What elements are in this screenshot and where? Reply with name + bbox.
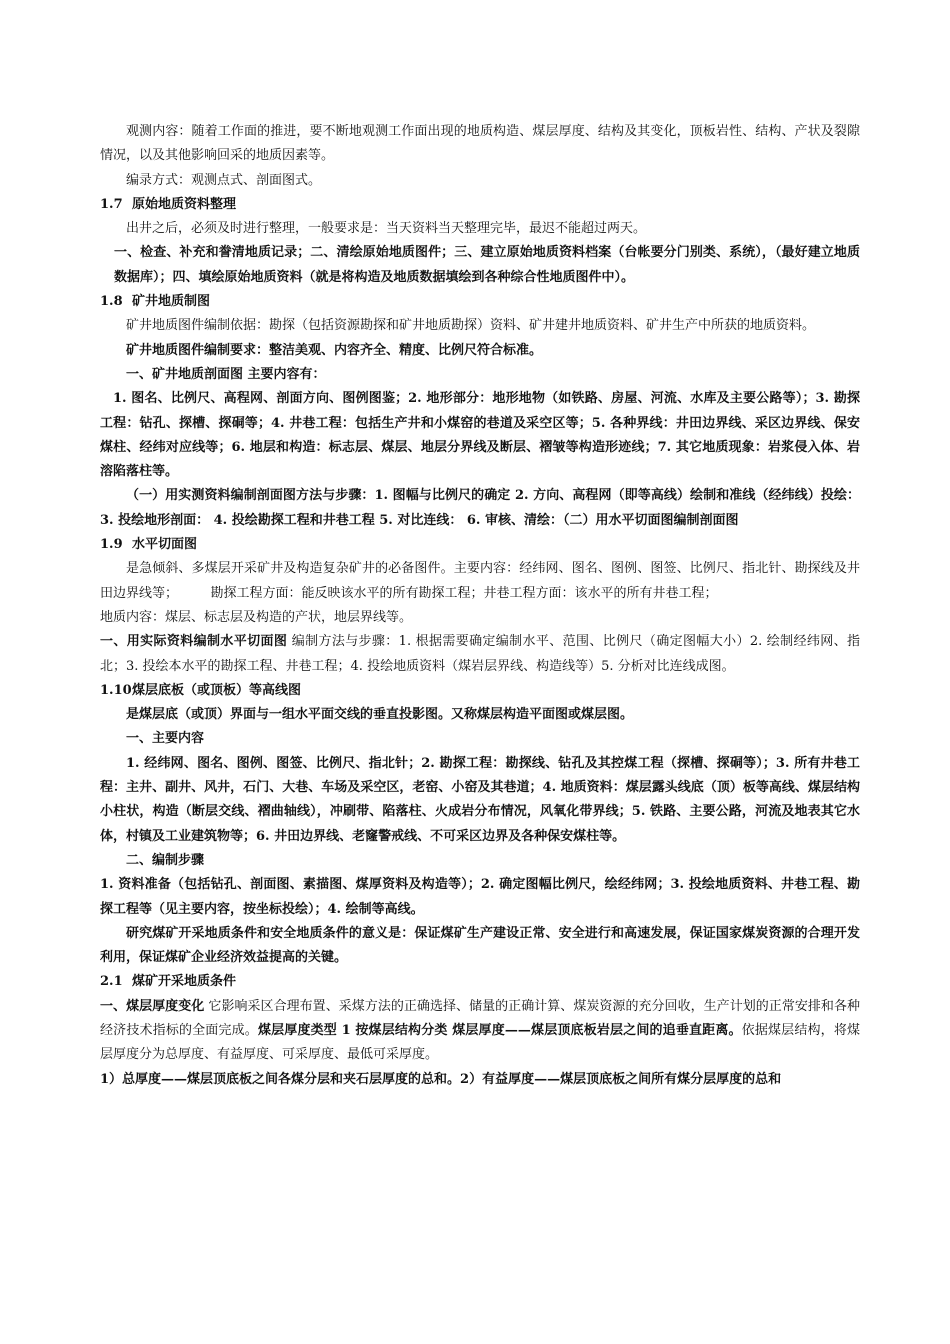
section-heading-1-8	[100, 290, 860, 314]
section-number: 1.9	[100, 537, 123, 553]
section-title: 水平切面图	[132, 537, 198, 553]
paragraph-seam-thickness	[100, 995, 860, 1068]
paragraph-section-map-contents: 1. 图名、比例尺、高程网、剖面方向、图例图鉴；2. 地形部分：地形地物（如铁路、房屋、河流、水库及主要公路等）；3. 勘探工程：钻孔、探槽、探硐等；4. 井巷工程：包括生产井和小煤窑的巷道及采空区等；5. 各种界线：井田边界线、采区边界线、保安煤柱、经纬对应线等；6. 地层和构造：标志层、煤层、地层分界线及断层、褶皱等构造形迹线；7. 其它地质现象：岩浆侵入体、岩溶陷落柱等。	[100, 391, 860, 480]
paragraph-compilation-basis: 矿井地质图件编制依据：勘探（包括资源勘探和矿井地质勘探）资料、矿井建井地质资料、矿井生产中所获的地质资料。	[126, 318, 816, 334]
section-title: 原始地质资料整理	[132, 196, 237, 212]
inline-heading: 一、用实际资料编制水平切面图	[100, 634, 288, 650]
paragraph-geology-content: 地质内容：煤层、标志层及构造的产状，地层界线等。	[100, 609, 413, 625]
paragraph-arrangement-steps: 一、检查、补充和誊清地质记录；二、清绘原始地质图件；三、建立原始地质资料档案（台帐要分门别类、系统），（最好建立地质数据库）；四、填绘原始地质资料（就是将构造及地质数据填绘到各种综合性地质图件中）。	[114, 245, 860, 285]
paragraph-horizontal-section-steps	[100, 630, 860, 679]
section-heading-1-9	[100, 533, 860, 557]
paragraph-horizontal-section-intro: 是急倾斜、多煤层开采矿井及构造复杂矿井的必备图件。主要内容：经纬网、图名、图例、图签、比例尺、指北针、勘探线及井田边界线等； 勘探工程方面：能反映该水平的所有勘探工程；井巷工程方面：该水平的所有井巷工程；	[100, 561, 860, 601]
section-number: 1.8	[100, 294, 123, 310]
paragraph-logging-method: 编录方式：观测点式、剖面图式。	[126, 172, 322, 188]
section-number: 1.10	[100, 682, 132, 698]
document-body	[100, 120, 860, 1092]
paragraph-contour-map-definition: 是煤层底（或顶）界面与一组水平面交线的垂直投影图。又称煤层构造平面图或煤层图。	[126, 707, 634, 723]
paragraph-compile-steps-list: 1. 资料准备（包括钻孔、剖面图、素描图、煤厚资料及构造等）；2. 确定图幅比例尺，绘经纬网；3. 投绘地质资料、井巷工程、勘探工程等（见主要内容，按坐标投绘）；4. 绘制等高线。	[100, 877, 860, 917]
paragraph-significance: 研究煤矿开采地质条件和安全地质条件的意义是：保证煤矿生产建设正常、安全进行和高速发展，保证国家煤炭资源的合理开发利用，保证煤矿企业经济效益提高的关键。	[100, 925, 860, 966]
section-heading-1-7	[100, 193, 860, 217]
paragraph-compilation-requirements: 矿井地质图件编制要求：整洁美观、内容齐全、精度、比例尺符合标准。	[126, 342, 543, 358]
section-title: 煤矿开采地质条件	[132, 974, 237, 990]
paragraph-section-map-heading: 一、矿井地质剖面图 主要内容有：	[126, 366, 326, 382]
inline-text: 编制方法与步骤：1. 根据需要确定编制水平、范围、比例尺（确定图幅大小）2. 绘制经纬网、指北；3. 投绘本水平的勘探工程、井巷工程；4. 投绘地质资料（煤岩层界线、构造线等）5. 分析对比连线成图。	[100, 634, 860, 674]
paragraph-thickness-definitions: 1）总厚度——煤层顶底板之间各煤分层和夹石层厚度的总和。2）有益厚度——煤层顶底板之间所有煤分层厚度的总和	[100, 1071, 782, 1087]
section-title: 矿井地质制图	[132, 294, 211, 310]
section-heading-1-10	[100, 679, 860, 703]
inline-text: 它影响采区合理布置、采煤方法的正确选择、储量的正确计算、煤炭资源的充分回收，生产计划的正常安排和各种经济技术指标的全面完成。	[100, 998, 860, 1038]
inline-heading: 一、煤层厚度变化	[100, 998, 205, 1014]
paragraph-main-contents-heading: 一、主要内容	[126, 731, 205, 747]
section-title: 煤层底板（或顶板）等高线图	[132, 682, 302, 698]
inline-text: 依据煤层结构，将煤层厚度分为总厚度、有益厚度、可采厚度、最低可采厚度。	[100, 1022, 860, 1063]
paragraph-observation-content: 观测内容：随着工作面的推进，要不断地观测工作面出现的地质构造、煤层厚度、结构及其变化，顶板岩性、结构、产状及裂隙情况，以及其他影响回采的地质因素等。	[100, 124, 860, 164]
section-number: 1.7	[100, 196, 123, 212]
section-number: 2.1	[100, 974, 123, 990]
paragraph-data-arrangement: 出井之后，必须及时进行整理，一般要求是：当天资料当天整理完毕，最迟不能超过两天。	[126, 221, 647, 237]
paragraph-main-contents-list: 1. 经纬网、图名、图例、图签、比例尺、指北针；2. 勘探工程：勘探线、钻孔及其控煤工程（探槽、探硐等）；3. 所有井巷工程：主井、副井、风井，石门、大巷、车场及采空区，老窑、小窑及其巷道；4. 地质资料：煤层露头线底（顶）板等高线、煤层结构小柱状，构造（断层交线、褶曲轴线），冲刷带、陷落柱、火成岩分布情况，风氧化带界线；5. 铁路、主要公路，河流及地表其它水体，村镇及工业建筑物等；6. 井田边界线、老窿警戒线、不可采区边界及各种保安煤柱等。	[100, 755, 860, 844]
paragraph-section-map-steps: （一）用实测资料编制剖面图方法与步骤：1. 图幅与比例尺的确定 2. 方向、高程网（即等高线）绘制和准线（经纬线）投绘： 3. 投绘地形剖面： 4. 投绘勘探工程和井巷工程 5. 对比连线： 6. 审核、清绘：（二）用水平切面图编制剖面图	[100, 488, 860, 528]
section-heading-2-1	[100, 970, 860, 994]
paragraph-compile-steps-heading: 二、编制步骤	[126, 852, 205, 868]
inline-bold-text: 煤层厚度类型 1 按煤层结构分类 煤层厚度——煤层顶底板岩层之间的追垂直距离。	[257, 1022, 742, 1038]
